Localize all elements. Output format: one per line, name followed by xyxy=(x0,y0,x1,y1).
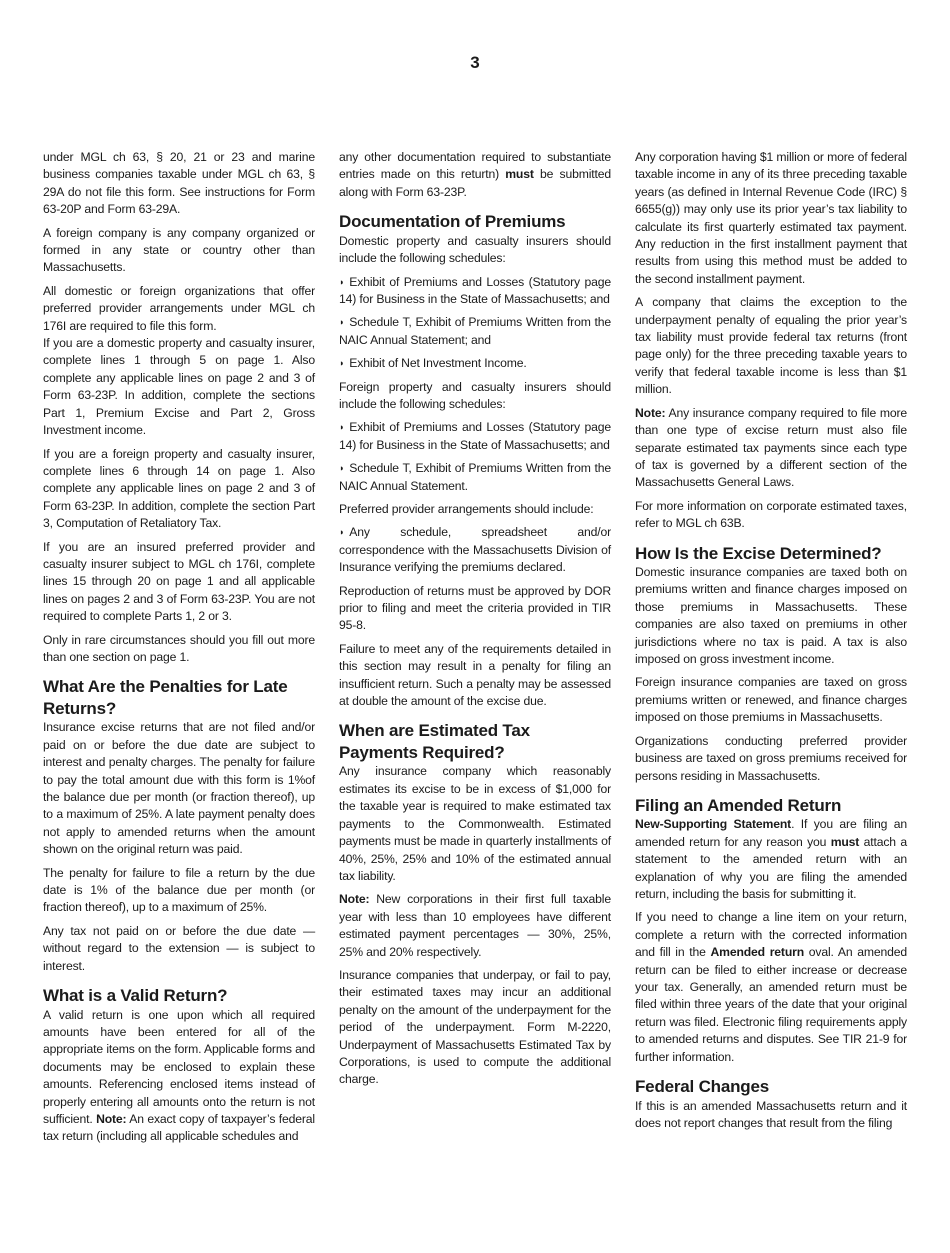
paragraph: If you are an insured preferred provider and casualty insurer subject to MGL ch 176I, complete lines 15 through 20 on page 1 and all applicable lines on pages 2 and 3 of Form 63-23P. You are not required to complete Parts 1, 2 or 3. xyxy=(43,539,315,624)
paragraph: Preferred provider arrangements should include: xyxy=(339,502,594,516)
text: Exhibit of Premiums and Losses (Statutory page 14) for Business in the State of Massachusetts; and xyxy=(339,274,611,306)
bullet-icon: ◗ xyxy=(339,276,345,287)
paragraph: Failure to meet any of the requirements detailed in this section may result in a penalty for filing an insufficient return. Such a penalty may be assessed at double the amount of the excise due. xyxy=(339,641,611,709)
paragraph xyxy=(635,816,907,903)
text: Exhibit of Net Investment Income. xyxy=(349,356,527,371)
emphasis: must xyxy=(830,834,860,849)
paragraph: Any insurance company which reasonably estimates its excise to be in excess of $1,000 for the taxable year is required to make estimated tax payments to the Commonwealth. Estimated payments must be made in quarterly installments of 40%, 25%, 25% and 10% of the estimated annual tax liability. xyxy=(339,764,611,883)
heading-excise-determined: How Is the Excise Determined? xyxy=(635,543,882,563)
paragraph: Foreign insurance companies are taxed on gross premiums written or renewed, and finance charges imposed on those premiums in Massachusetts. xyxy=(635,675,907,725)
bullet-item xyxy=(339,314,611,349)
column-3 xyxy=(635,149,907,1138)
paragraph: Foreign property and casualty insurers should include the following schedules: xyxy=(339,379,611,411)
paragraph: Insurance companies that underpay, or fail to pay, their estimated taxes may incur an additional penalty on the amount of the underpayment for the period of the underpayment. Form M-2220, Underpayment of Massachusetts Estimated Tax by Corporations, is used to compute the additional charge. xyxy=(339,967,611,1087)
paragraph: Reproduction of returns must be approved by DOR prior to filing and meet the criteria provided in TIR 95-8. xyxy=(339,583,611,633)
paragraph: A company that claims the exception to the underpayment penalty of equaling the prior year’s tax liability must provide federal tax returns (front page only) for the three preceding taxable years to verify that federal taxable income is less than $1 million. xyxy=(635,295,907,397)
bullet-item xyxy=(339,419,611,454)
paragraph: Any corporation having $1 million or more of federal taxable income in any of its three preceding taxable years (as defined in Internal Revenue Code (IRC) § 6655(g)) may only use its prior year’s tax liability to calculate its first quarterly estimated tax payment. Any reduction in the first installment payment that results from using this method must be added to the second installment payment. xyxy=(635,150,907,286)
paragraph xyxy=(43,1007,315,1146)
paragraph: For more information on corporate estimated taxes, refer to MGL ch 63B. xyxy=(635,498,907,531)
text: Any schedule, spreadsheet and/or correspondence with the Massachusetts Division of Insurance verifying the premiums declared. xyxy=(339,525,611,575)
heading-penalties: What Are the Penalties for Late Returns? xyxy=(43,677,288,718)
paragraph xyxy=(339,149,611,201)
paragraph: The penalty for failure to file a return by the due date is 1% of the balance due per month (or fraction thereof), up to a maximum of 25%. xyxy=(43,865,315,915)
paragraph xyxy=(635,405,907,492)
emphasis: must xyxy=(505,167,534,182)
paragraph: If you are a foreign property and casualty insurer, complete lines 6 through 14 on page 1. Also complete any applicable lines on page 2 and 3 of Form 63-23P. In addition, complete the section Part 3, Computation of Retaliatory Tax. xyxy=(43,446,315,531)
paragraph: Any tax not paid on or before the due date — without regard to the extension — is subject to interest. xyxy=(43,923,315,973)
column-2 xyxy=(339,149,611,1095)
heading-documentation: Documentation of Premiums xyxy=(339,212,566,232)
bullet-item xyxy=(339,355,611,372)
paragraph: A foreign company is any company organized or formed in any state or country other than Massachusetts. xyxy=(43,225,315,275)
heading-estimated-payments: When are Estimated Tax Payments Required? xyxy=(339,721,530,762)
emphasis: Amended return xyxy=(710,945,805,960)
bullet-item xyxy=(339,274,611,309)
text: Exhibit of Premiums and Losses (Statutory page 14) for Business in the State of Massachusetts; and xyxy=(339,420,611,452)
text: New corporations in their first full taxable year with less than 10 employees have different estimated payment percentages — 30%, 25%, 25% and 20% respectively. xyxy=(339,892,611,959)
column-1 xyxy=(43,149,315,1152)
paragraph: Domestic insurance companies are taxed both on premiums written and finance charges imposed on those premiums in Massachusetts. These companies are also taxed on premiums in other jurisdictions where no tax is paid. A tax is also imposed on gross investment income. xyxy=(635,565,907,667)
text: Schedule T, Exhibit of Premiums Written from the NAIC Annual Statement. xyxy=(339,461,611,493)
paragraph: If this is an amended Massachusetts return and it does not report changes that result from the filing xyxy=(635,1098,907,1130)
label: New-Supporting Statement xyxy=(635,817,792,832)
paragraph: Only in rare circumstances should you fill out more than one section on page 1. xyxy=(43,632,315,664)
text: Schedule T, Exhibit of Premiums Written from the NAIC Annual Statement; and xyxy=(339,315,611,347)
heading-amended-return: Filing an Amended Return xyxy=(635,795,842,815)
text: An exact copy of taxpayer’s federal tax return (including all applicable schedules and xyxy=(43,1112,315,1144)
bullet-icon: ◗ xyxy=(339,317,345,328)
text: attach a statement to the amended return with an explanation of why you are filing the amended return, including the basis for submitting it. xyxy=(635,834,907,902)
note-label: Note: xyxy=(96,1112,127,1126)
paragraph: Organizations conducting preferred provider business are taxed on gross premiums received for persons residing in Massachusetts. xyxy=(635,733,907,783)
note-label: Note: xyxy=(339,892,370,907)
paragraph: All domestic or foreign organizations that offer preferred provider arrangements under MGL ch 176I are required to file this form. xyxy=(43,283,315,333)
text: be submitted along with Form 63-23P. xyxy=(339,167,611,199)
bullet-icon: ◗ xyxy=(339,422,345,433)
text: any other documentation required to substantiate entries made on this returtn) xyxy=(339,150,611,182)
text: Any insurance company required to file more than one type of excise return must also file separate estimated tax payments since each type of tax is governed by a different section of the Massachusetts General Laws. xyxy=(635,405,907,490)
bullet-icon: ◗ xyxy=(339,358,345,369)
page-number: 3 xyxy=(470,53,480,72)
bullet-item xyxy=(339,460,611,495)
text: If you need to change a line item on your return, complete a return with the corrected information and fill in the xyxy=(635,910,907,960)
heading-federal-changes: Federal Changes xyxy=(635,1077,769,1097)
paragraph: Domestic property and casualty insurers should include the following schedules: xyxy=(339,233,611,266)
heading-valid-return: What is a Valid Return? xyxy=(43,986,228,1006)
bullet-icon: ◗ xyxy=(339,527,345,538)
paragraph: under MGL ch 63, § 20, 21 or 23 and marine business companies taxable under MGL ch 63, § 29A do not file this form. See instructions for Form 63-20P and Form 63-29A. xyxy=(43,150,315,217)
paragraph xyxy=(339,891,611,961)
text: . If you are filing an amended return for any reason you xyxy=(635,817,907,849)
paragraph xyxy=(635,909,907,1066)
note-label: Note: xyxy=(635,405,666,420)
text: A valid return is one upon which all required amounts have been entered for all of the appropriate items on the form. Applicable forms and documents may be enclosed to explain these amounts. Referencing enclosed items instead of properly entering all amounts onto the return is not sufficient. xyxy=(43,1007,315,1126)
paragraph: Insurance excise returns that are not filed and/or paid on or before the due date are subject to interest and penalty charges. The penalty for failure to pay the total amount due with this form is 1%of the balance due per month (or fraction thereof), up to a maximum of 25%. A late payment penalty does not apply to amended returns when the amount shown on the original return was paid. xyxy=(43,720,315,857)
bullet-icon: ◗ xyxy=(339,463,345,474)
bullet-item xyxy=(339,524,611,576)
paragraph: If you are a domestic property and casualty insurer, complete lines 1 through 5 on page 1. Also complete any applicable lines on page 2 and 3 of Form 63-23P. In addition, complete the sections Part 1, Premium Excise and Part 2, Gross Investment income. xyxy=(43,336,315,438)
text: oval. An amended return can be filed to either increase or decrease your tax. Generally, an amended return must be filed within three years of the date that your original return was filed. Electronic filing requirements apply to amended returns and disputes. See TIR 21-9 for further information. xyxy=(635,945,907,1064)
